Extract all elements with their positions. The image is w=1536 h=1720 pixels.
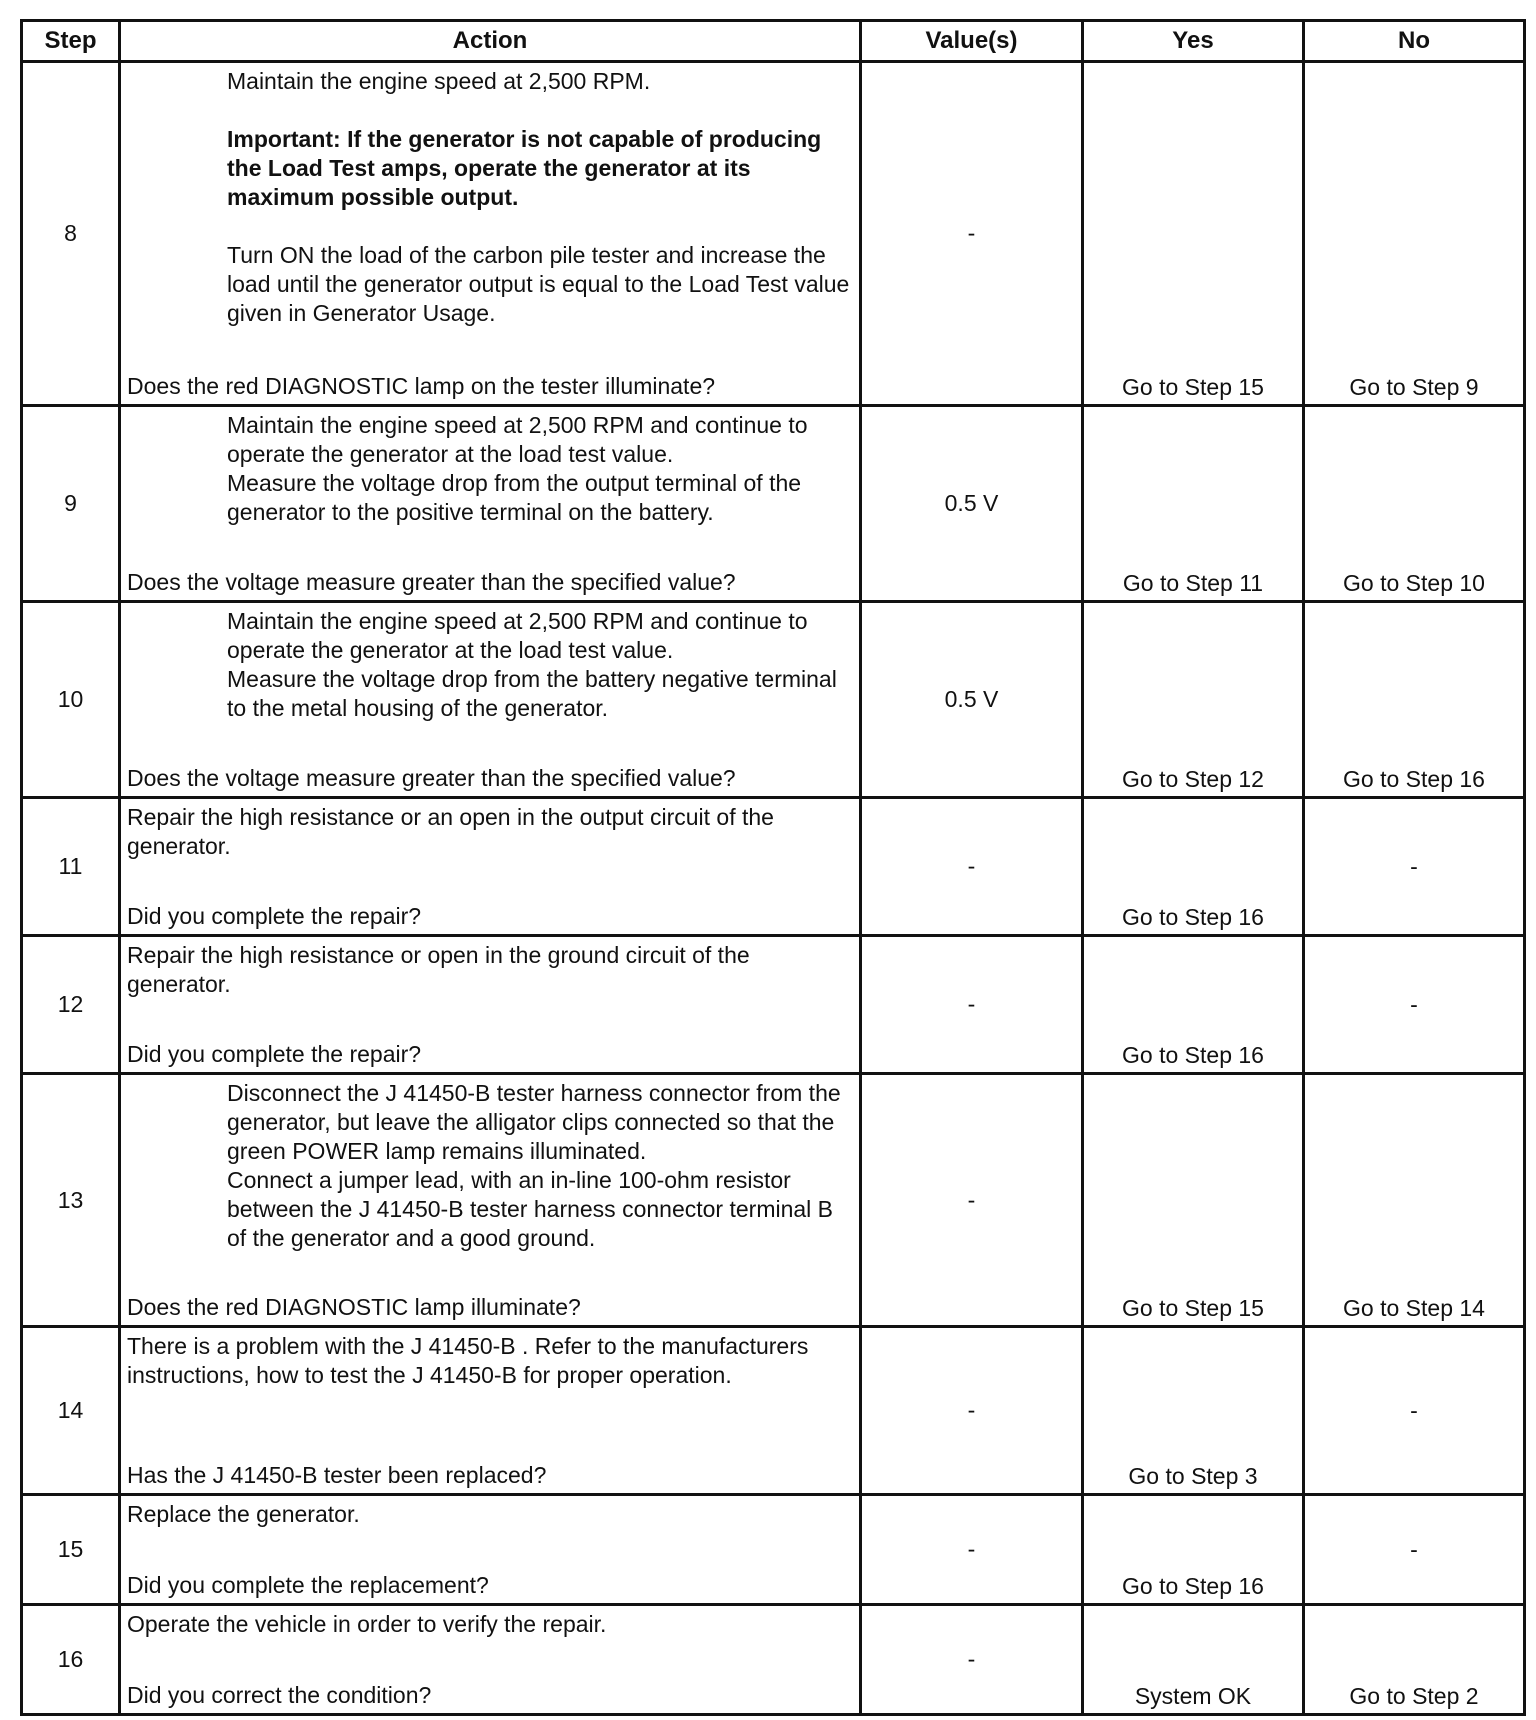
yes-cell: [1083, 1074, 1304, 1327]
no-link[interactable]: Go to Step 10: [1343, 570, 1485, 596]
action-question: Does the voltage measure greater than the specified value?: [127, 569, 736, 595]
value-cell: -: [861, 936, 1083, 1074]
yes-cell: [1083, 798, 1304, 936]
action-instruction: Measure the voltage drop from the output terminal of the generator to the positive terminal on the battery.: [227, 470, 802, 525]
action-question: Has the J 41450-B tester been replaced?: [127, 1462, 547, 1488]
header-step: Step: [22, 21, 120, 62]
step-number: 14: [22, 1327, 120, 1495]
table-row: [22, 798, 1525, 936]
yes-cell: [1083, 1605, 1304, 1715]
step-number: 10: [22, 602, 120, 798]
yes-link[interactable]: Go to Step 11: [1122, 570, 1264, 596]
header-values: Value(s): [861, 21, 1083, 62]
header-action: Action: [120, 21, 861, 62]
action-question: Did you complete the repair?: [127, 1041, 422, 1067]
action-instruction: Operate the vehicle in order to verify the repair.: [127, 1611, 607, 1637]
action-instruction: Turn ON the load of the carbon pile tester and increase the load until the generator output is equal to the Load Test value given in Generator Usage.: [227, 242, 850, 326]
value-cell: -: [861, 1605, 1083, 1715]
table-row: [22, 62, 1525, 406]
action-instruction: Measure the voltage drop from the battery negative terminal to the metal housing of the generator.: [227, 666, 837, 721]
action-instruction: Maintain the engine speed at 2,500 RPM and continue to operate the generator at the load test value.: [227, 608, 808, 663]
value-cell: -: [861, 1495, 1083, 1605]
action-instruction: Replace the generator.: [127, 1501, 360, 1527]
no-cell: [1304, 1327, 1525, 1495]
step-number: 16: [22, 1605, 120, 1715]
step-number: 15: [22, 1495, 120, 1605]
yes-link[interactable]: System OK: [1134, 1683, 1252, 1709]
action-cell: [120, 406, 861, 602]
action-question: Does the red DIAGNOSTIC lamp illuminate?: [127, 1294, 581, 1320]
no-link[interactable]: Go to Step 9: [1349, 374, 1479, 400]
action-instruction: Maintain the engine speed at 2,500 RPM.: [227, 68, 651, 94]
value-cell: -: [861, 62, 1083, 406]
action-question: Did you complete the replacement?: [127, 1572, 489, 1598]
no-cell: [1304, 1074, 1525, 1327]
no-value: -: [1410, 991, 1418, 1017]
action-instruction: Repair the high resistance or open in the ground circuit of the generator.: [127, 942, 750, 997]
header-row: [22, 21, 1525, 62]
action-cell: [120, 1605, 861, 1715]
table-row: [22, 1605, 1525, 1715]
yes-link[interactable]: Go to Step 16: [1122, 904, 1264, 930]
table-row: [22, 1327, 1525, 1495]
important-note: Important: If the generator is not capable of producing the Load Test amps, operate the generator at its maximum possible output.: [227, 126, 822, 210]
step-number: 13: [22, 1074, 120, 1327]
no-value: -: [1410, 1397, 1418, 1423]
no-cell: [1304, 602, 1525, 798]
value-cell: -: [861, 798, 1083, 936]
diagnostic-table: [20, 19, 1526, 1716]
no-link[interactable]: Go to Step 14: [1343, 1295, 1485, 1321]
no-link[interactable]: Go to Step 16: [1343, 766, 1485, 792]
no-cell: [1304, 798, 1525, 936]
yes-link[interactable]: Go to Step 3: [1128, 1463, 1258, 1489]
value-cell: 0.5 V: [861, 406, 1083, 602]
no-cell: [1304, 406, 1525, 602]
yes-link[interactable]: Go to Step 16: [1122, 1042, 1264, 1068]
action-cell: [120, 798, 861, 936]
yes-cell: [1083, 62, 1304, 406]
table-row: [22, 406, 1525, 602]
action-question: Does the red DIAGNOSTIC lamp on the tester illuminate?: [127, 373, 716, 399]
step-number: 12: [22, 936, 120, 1074]
step-number: 11: [22, 798, 120, 936]
yes-cell: [1083, 936, 1304, 1074]
action-cell: [120, 1074, 861, 1327]
no-cell: [1304, 1495, 1525, 1605]
no-link[interactable]: Go to Step 2: [1349, 1683, 1479, 1709]
table-row: [22, 602, 1525, 798]
action-cell: [120, 1495, 861, 1605]
no-value: -: [1410, 1536, 1418, 1562]
yes-cell: [1083, 602, 1304, 798]
no-cell: [1304, 936, 1525, 1074]
action-question: Did you complete the repair?: [127, 903, 422, 929]
action-instruction: Repair the high resistance or an open in the output circuit of the generator.: [127, 804, 774, 859]
action-question: Does the voltage measure greater than the specified value?: [127, 765, 736, 791]
no-cell: [1304, 62, 1525, 406]
step-number: 9: [22, 406, 120, 602]
value-cell: -: [861, 1074, 1083, 1327]
value-cell: -: [861, 1327, 1083, 1495]
yes-link[interactable]: Go to Step 15: [1122, 374, 1264, 400]
yes-link[interactable]: Go to Step 12: [1122, 766, 1264, 792]
header-no: No: [1304, 21, 1525, 62]
action-instruction: There is a problem with the J 41450-B . Refer to the manufacturers instructions, how to test the J 41450-B for proper operation.: [127, 1333, 809, 1388]
header-yes: Yes: [1083, 21, 1304, 62]
table-row: [22, 1495, 1525, 1605]
action-question: Did you correct the condition?: [127, 1682, 432, 1708]
yes-cell: [1083, 1327, 1304, 1495]
table-row: [22, 936, 1525, 1074]
table-row: [22, 1074, 1525, 1327]
no-value: -: [1410, 853, 1418, 879]
yes-cell: [1083, 406, 1304, 602]
action-instruction: Disconnect the J 41450-B tester harness connector from the generator, but leave the alligator clips connected so that the green POWER lamp remains illuminated.: [227, 1080, 841, 1164]
action-cell: [120, 62, 861, 406]
value-cell: 0.5 V: [861, 602, 1083, 798]
action-instruction: Maintain the engine speed at 2,500 RPM and continue to operate the generator at the load test value.: [227, 412, 808, 467]
yes-cell: [1083, 1495, 1304, 1605]
action-cell: [120, 936, 861, 1074]
step-number: 8: [22, 62, 120, 406]
yes-link[interactable]: Go to Step 15: [1122, 1295, 1264, 1321]
action-cell: [120, 602, 861, 798]
yes-link[interactable]: Go to Step 16: [1122, 1573, 1264, 1599]
no-cell: [1304, 1605, 1525, 1715]
action-instruction: Connect a jumper lead, with an in-line 100-ohm resistor between the J 41450-B tester harness connector terminal B of the generator and a good ground.: [227, 1167, 834, 1251]
action-cell: [120, 1327, 861, 1495]
